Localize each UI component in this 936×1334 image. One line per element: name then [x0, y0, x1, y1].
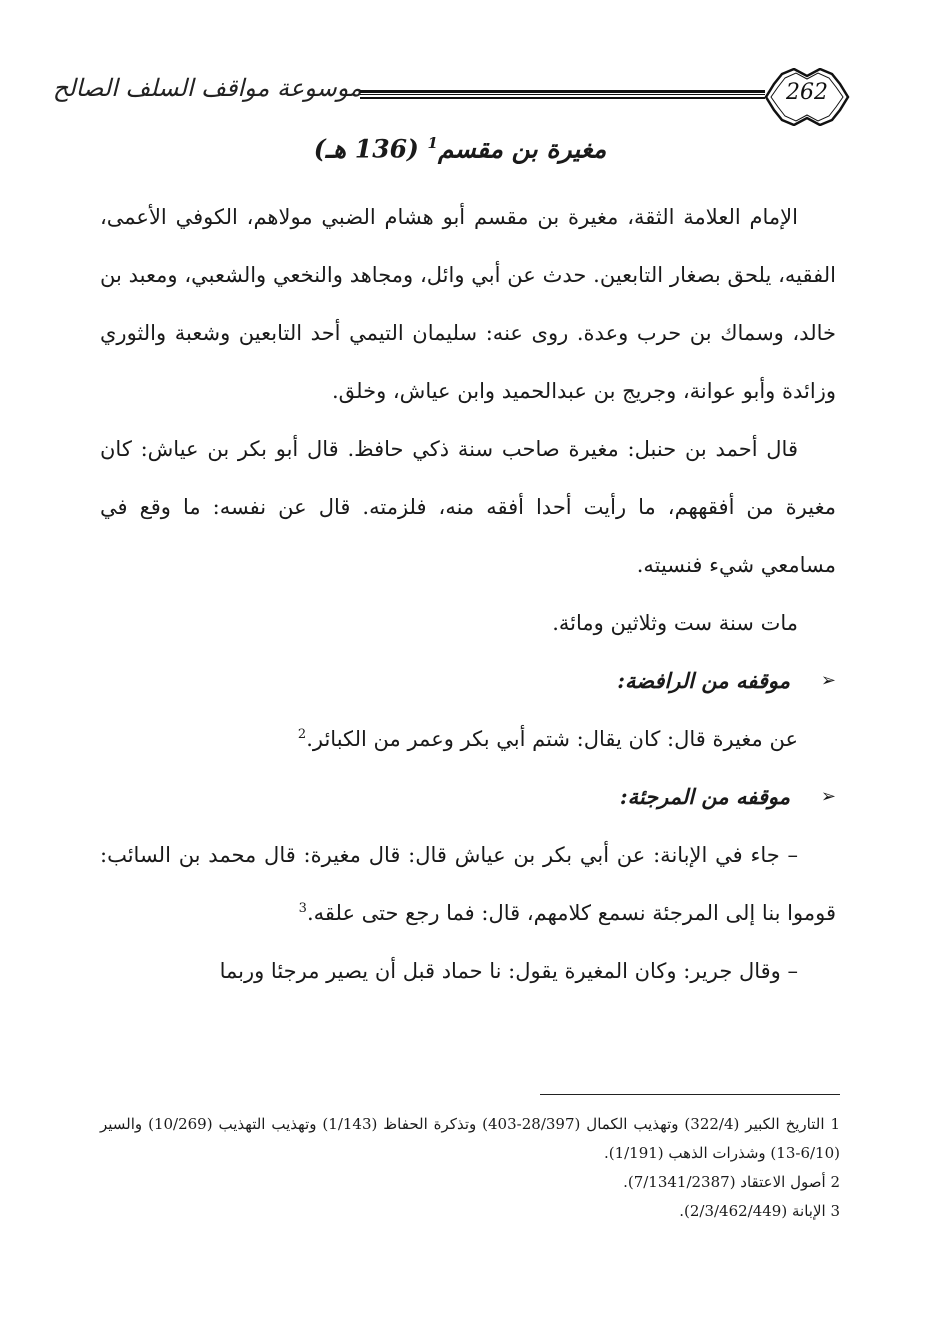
header-rule — [360, 90, 765, 99]
series-title: موسوعة مواقف السلف الصالح — [52, 74, 362, 102]
murjia-item-text: – جاء في الإبانة: عن أبي بكر بن عياش قال: قال مغيرة: قال محمد بن السائب: قوموا بنا إلى المرجئة نسمع كلامهم، قال: فما رجع حتى علقه. — [100, 843, 836, 925]
footnote-item — [100, 1110, 840, 1168]
title-footnote-ref: 1 — [427, 134, 438, 152]
murjia-item: – وقال جرير: وكان المغيرة يقول: نا حماد قبل أن يصير مرجئا وربما — [219, 959, 798, 983]
footnote-text: الإبانة (2/3/462/449). — [679, 1202, 826, 1220]
title-name: مغيرة بن مقسم — [437, 134, 607, 164]
footnote-text: التاريخ الكبير (322/4) وتهذيب الكمال (28/397-403) وتذكرة الحفاظ (1/143) وتهذيب التهذيب (10/269) والسير (6/10-13) وشذرات الذهب (1/191). — [100, 1115, 840, 1162]
page-title — [200, 134, 720, 163]
murjia-item — [100, 826, 836, 942]
footnote-item — [100, 1168, 840, 1197]
footnote-number: 3 — [830, 1202, 840, 1220]
rafida-paragraph — [100, 710, 836, 768]
footnote-ref: 2 — [297, 727, 307, 742]
footnotes — [100, 1110, 840, 1226]
quote-paragraph: قال أحمد بن حنبل: مغيرة صاحب سنة ذكي حافظ. قال أبو بكر بن عياش: كان مغيرة من أفقههم، ما رأيت أحدا أفقه منه، فلزمته. قال عن نفسه: ما وقع في مسامعي شيء فنسيته. — [100, 437, 836, 577]
footnote-text: أصول الاعتقاد (7/1341/2387). — [623, 1173, 826, 1191]
footnote-separator — [540, 1094, 840, 1095]
footnote-ref: 3 — [298, 901, 307, 916]
page-number: 262 — [786, 80, 828, 105]
footnote-item — [100, 1197, 840, 1226]
title-date: (136 هـ) — [313, 134, 419, 164]
arrow-bullet-icon: ➢ — [820, 670, 836, 691]
death-paragraph: مات سنة ست وثلاثين ومائة. — [552, 611, 798, 635]
body-text — [100, 188, 836, 1000]
bio-paragraph: الإمام العلامة الثقة، مغيرة بن مقسم أبو هشام الضبي مولاهم، الكوفي الأعمى، الفقيه، يلحق بصغار التابعين. حدث عن أبي وائل، ومجاهد والنخعي والشعبي، ومعبد بن خالد، وسماك بن حرب وعدة. روى عنه: سليمان التيمي أحد التابعين وشعبة والثوري وزائدة وأبو عوانة، وجريج بن عبدالحميد وابن عياش، وخلق. — [100, 205, 836, 403]
footnote-number: 2 — [830, 1173, 840, 1191]
section-heading-text: موقفه من الرافضة: — [617, 668, 790, 693]
section-heading-murjia — [100, 768, 836, 826]
footnote-number: 1 — [830, 1115, 840, 1133]
section-heading-rafida — [100, 652, 836, 710]
section-heading-text: موقفه من المرجئة: — [619, 784, 790, 809]
page-number-badge — [764, 68, 850, 126]
arrow-bullet-icon: ➢ — [820, 786, 836, 807]
rafida-text: عن مغيرة قال: كان يقال: شتم أبي بكر وعمر من الكبائر. — [306, 727, 798, 751]
page-header — [52, 68, 852, 128]
